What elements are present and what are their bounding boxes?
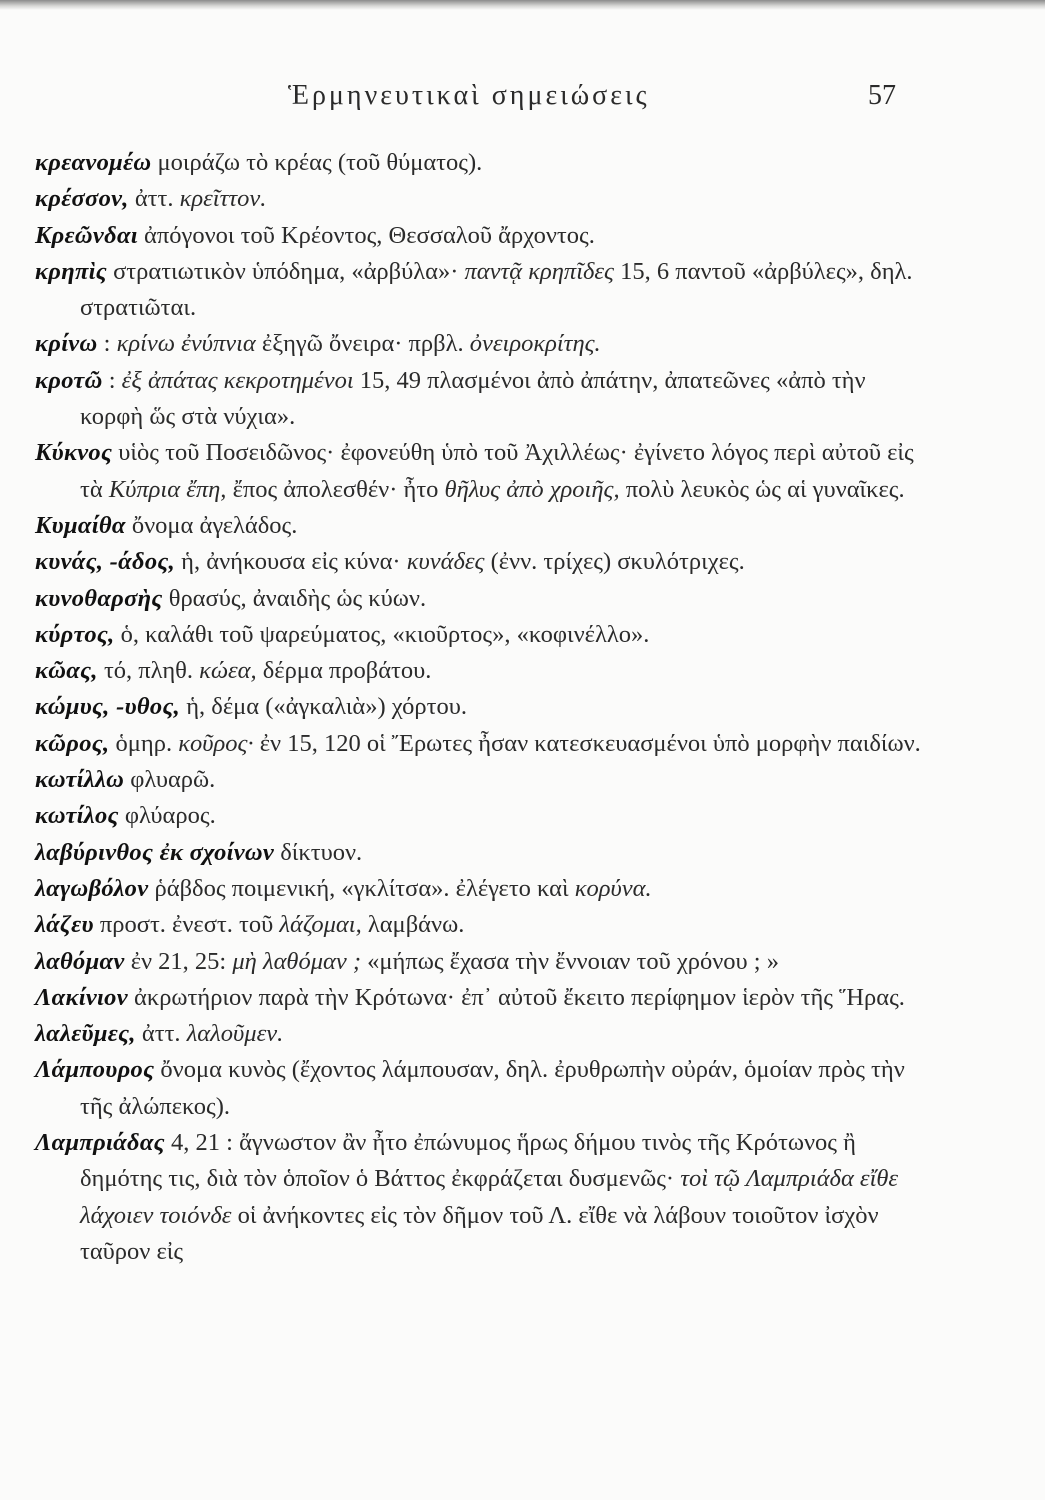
entry-quote: μὴ λαθόμαν ; (232, 947, 362, 975)
entry-gloss: ἀττ. (128, 185, 180, 213)
glossary-entry (35, 581, 930, 617)
glossary-entry (35, 508, 930, 544)
entry-gloss: ἔπος ἀπολεσθέν· ἦτο (226, 475, 445, 503)
entry-gloss: ἐν 15, 120 οἱ Ἔρωτες ἦσαν κατεσκευασμένοι ὑπὸ μορφὴν παιδίων. (253, 729, 921, 757)
running-title: Ἑρμηνευτικαὶ σημειώσεις (288, 80, 650, 111)
glossary-entry (35, 218, 930, 254)
entry-quote: κρεῖττον. (179, 185, 267, 213)
entry-gloss: στρατιωτικὸν ὑπόδημα, «ἀρβύλα»· (106, 257, 465, 285)
entry-gloss: 4, 21 : ἄγνωστον ἂν ἦτο ἐπώνυμος ἥρως δήμου τινὸς τῆς Κρότωνος ἢ δημότης τις, διὰ τὸν ὁποῖον ὁ Βάττος ἐκφράζεται δυσμενῶς· (80, 1129, 856, 1193)
entry-gloss: ὄνομα ἀγελάδος. (125, 511, 298, 539)
entry-headword: λαθόμαν (35, 947, 125, 975)
entry-headword: Λάμπουρος (35, 1056, 155, 1084)
entry-headword: λάζευ (35, 911, 94, 939)
entry-quote: κώεα, (199, 657, 257, 685)
entry-gloss: δίκτυον. (274, 838, 363, 866)
entry-headword: κροτῶ (35, 366, 103, 394)
entry-gloss: ὄνομα κυνὸς (ἔχοντος λάμπουσαν, δηλ. ἐρυθρωπὴν οὐράν, ὁμοίαν πρὸς τὴν τῆς ἀλώπεκος). (80, 1056, 905, 1120)
glossary-entry (35, 653, 930, 689)
glossary-entry (35, 762, 930, 798)
entry-headword: Κυμαίθα (35, 511, 126, 539)
glossary-entry (35, 980, 930, 1016)
entry-gloss: 15, 49 πλασμένοι ἀπὸ ἀπάτην, ἀπατεῶνες «ἀπὸ τὴν κορφὴ ὥς στὰ νύχια». (80, 366, 866, 431)
page-top-edge (0, 0, 1045, 10)
entry-quote: ἐξ ἀπάτας κεκροτημένοι (121, 366, 354, 394)
entry-headword: κῶρος, (35, 729, 110, 757)
entry-quote: παντᾷ κρηπῖδες (464, 257, 614, 285)
entry-headword: Λαμπριάδας (35, 1129, 165, 1157)
entry-headword: λαβύρινθος ἐκ σχοίνων (35, 838, 275, 866)
entry-gloss: πολὺ λευκὸς ὡς αἱ γυναῖκες. (619, 475, 905, 503)
glossary-entry (35, 1125, 930, 1270)
entry-quote: θῆλυς ἀπὸ χροιῆς, (444, 475, 620, 503)
entry-gloss: φλυαρῶ. (124, 766, 216, 794)
entry-gloss: θρασύς, ἀναιδὴς ὡς κύων. (162, 584, 427, 612)
entry-quote: κοῦρος· (178, 729, 254, 757)
entry-quote: κορύνα. (574, 874, 652, 902)
entry-headword: κώμυς, -υθος, (35, 693, 181, 721)
entry-quote: τοὶ τῷ Λαμπριάδα εἴθε λάχοιεν τοιόνδε (80, 1165, 899, 1229)
entry-gloss: ἡ, ἀνήκουσα εἰς κύνα· (175, 548, 407, 576)
glossary-entry (35, 181, 930, 217)
entry-gloss: ἀκρωτήριον παρὰ τὴν Κρότωνα· ἐπ᾽ αὐτοῦ ἔκειτο περίφημον ἱερὸν τῆς Ἥρας. (127, 983, 905, 1011)
entry-gloss: ἀπόγονοι τοῦ Κρέοντος, Θεσσαλοῦ ἄρχοντος. (137, 221, 595, 249)
entry-gloss: μοιράζω τὸ κρέας (τοῦ θύματος). (151, 149, 483, 176)
entry-headword: Λακίνιον (35, 983, 128, 1011)
entry-gloss: δέρμα προβάτου. (256, 657, 432, 685)
entry-gloss: (ἐνν. τρίχες) σκυλότριχες. (484, 548, 745, 576)
entry-gloss: λαμβάνω. (361, 911, 465, 939)
entry-gloss: «μήπως ἔχασα τὴν ἔννοιαν τοῦ χρόνου ; » (361, 947, 779, 975)
entry-gloss: ἀττ. (135, 1020, 187, 1048)
entry-gloss: υἱὸς τοῦ Ποσειδῶνος· ἐφονεύθη ὑπὸ τοῦ Ἀχιλλέως· ἐγίνετο λόγος περὶ αὐτοῦ εἰς τὰ (80, 439, 914, 503)
entry-gloss: ἐν 21, 25: (124, 947, 233, 975)
glossary-entry (35, 1016, 930, 1052)
entry-headword: κρίνω (35, 330, 98, 358)
glossary-entry (35, 944, 930, 980)
entry-headword: Κύκνος (35, 439, 113, 467)
glossary-entry (35, 435, 930, 508)
entry-quote: λάζομαι, (279, 911, 362, 939)
entry-quote: κρίνω ἐνύπνια (116, 330, 256, 358)
glossary-entry (35, 798, 930, 834)
entry-headword: κωτίλος (35, 802, 119, 830)
entry-gloss: : (102, 366, 122, 394)
glossary-entry (35, 544, 930, 580)
glossary-entry (35, 1052, 930, 1125)
glossary-entry (35, 617, 930, 653)
page-header (0, 80, 1045, 120)
entry-gloss: ὁμηρ. (109, 729, 179, 757)
entry-gloss: προστ. ἐνεστ. τοῦ (93, 911, 280, 939)
glossary-entry (35, 907, 930, 943)
entry-headword: λαγωβόλον (35, 874, 149, 902)
entry-quote: Κύπρια ἔπη, (108, 475, 227, 503)
entry-headword: λαλεῦμες, (35, 1020, 136, 1048)
entry-gloss: ῥάβδος ποιμενική, «γκλίτσα». ἐλέγετο καὶ (148, 874, 575, 902)
entry-gloss: τό, πληθ. (97, 657, 200, 685)
entry-quote: κυνάδες (406, 548, 485, 576)
entry-gloss: οἱ ἀνήκοντες εἰς τὸν δῆμον τοῦ Λ. εἴθε νὰ λάβουν τοιοῦτον ἰσχὸν ταῦρον εἰς (80, 1201, 879, 1265)
glossary-entry (35, 326, 930, 362)
glossary-entry (35, 871, 930, 907)
glossary-entry (35, 363, 930, 436)
entry-headword: κρηπὶς (35, 257, 107, 285)
glossary-entries (35, 145, 930, 1270)
entry-headword: κυνοθαρσὴς (35, 584, 163, 612)
entry-gloss: 15, 6 παντοῦ «ἀρβύλες», δηλ. στρατιῶται. (80, 257, 913, 322)
entry-headword: κύρτος, (35, 620, 115, 648)
entry-quote: ὀνειροκρίτης. (469, 330, 601, 358)
glossary-entry (35, 254, 930, 327)
entry-gloss: ἡ, δέμα («ἀγκαλιὰ») χόρτου. (180, 693, 467, 721)
entry-headword: κωτίλλω (35, 766, 125, 794)
entry-gloss: : (97, 330, 117, 358)
entry-headword: κρεανομέω (35, 149, 152, 176)
entry-headword: Κρεῶνδαι (35, 221, 138, 249)
glossary-entry (35, 145, 930, 181)
entry-gloss: φλύαρος. (118, 802, 216, 830)
glossary-entry (35, 835, 930, 871)
entry-gloss: ἐξηγῶ ὄνειρα· πρβλ. (255, 330, 470, 358)
page-number: 57 (868, 80, 896, 111)
entry-headword: κυνάς, -άδος, (35, 548, 176, 576)
entry-headword: κρέσσον, (35, 185, 129, 213)
glossary-entry (35, 726, 930, 762)
entry-quote: λαλοῦμεν. (186, 1020, 284, 1048)
glossary-entry (35, 689, 930, 725)
entry-gloss: ὁ, καλάθι τοῦ ψαρεύματος, «κιοῦρτος», «κοφινέλλο». (114, 620, 650, 648)
entry-headword: κῶας, (35, 657, 98, 685)
